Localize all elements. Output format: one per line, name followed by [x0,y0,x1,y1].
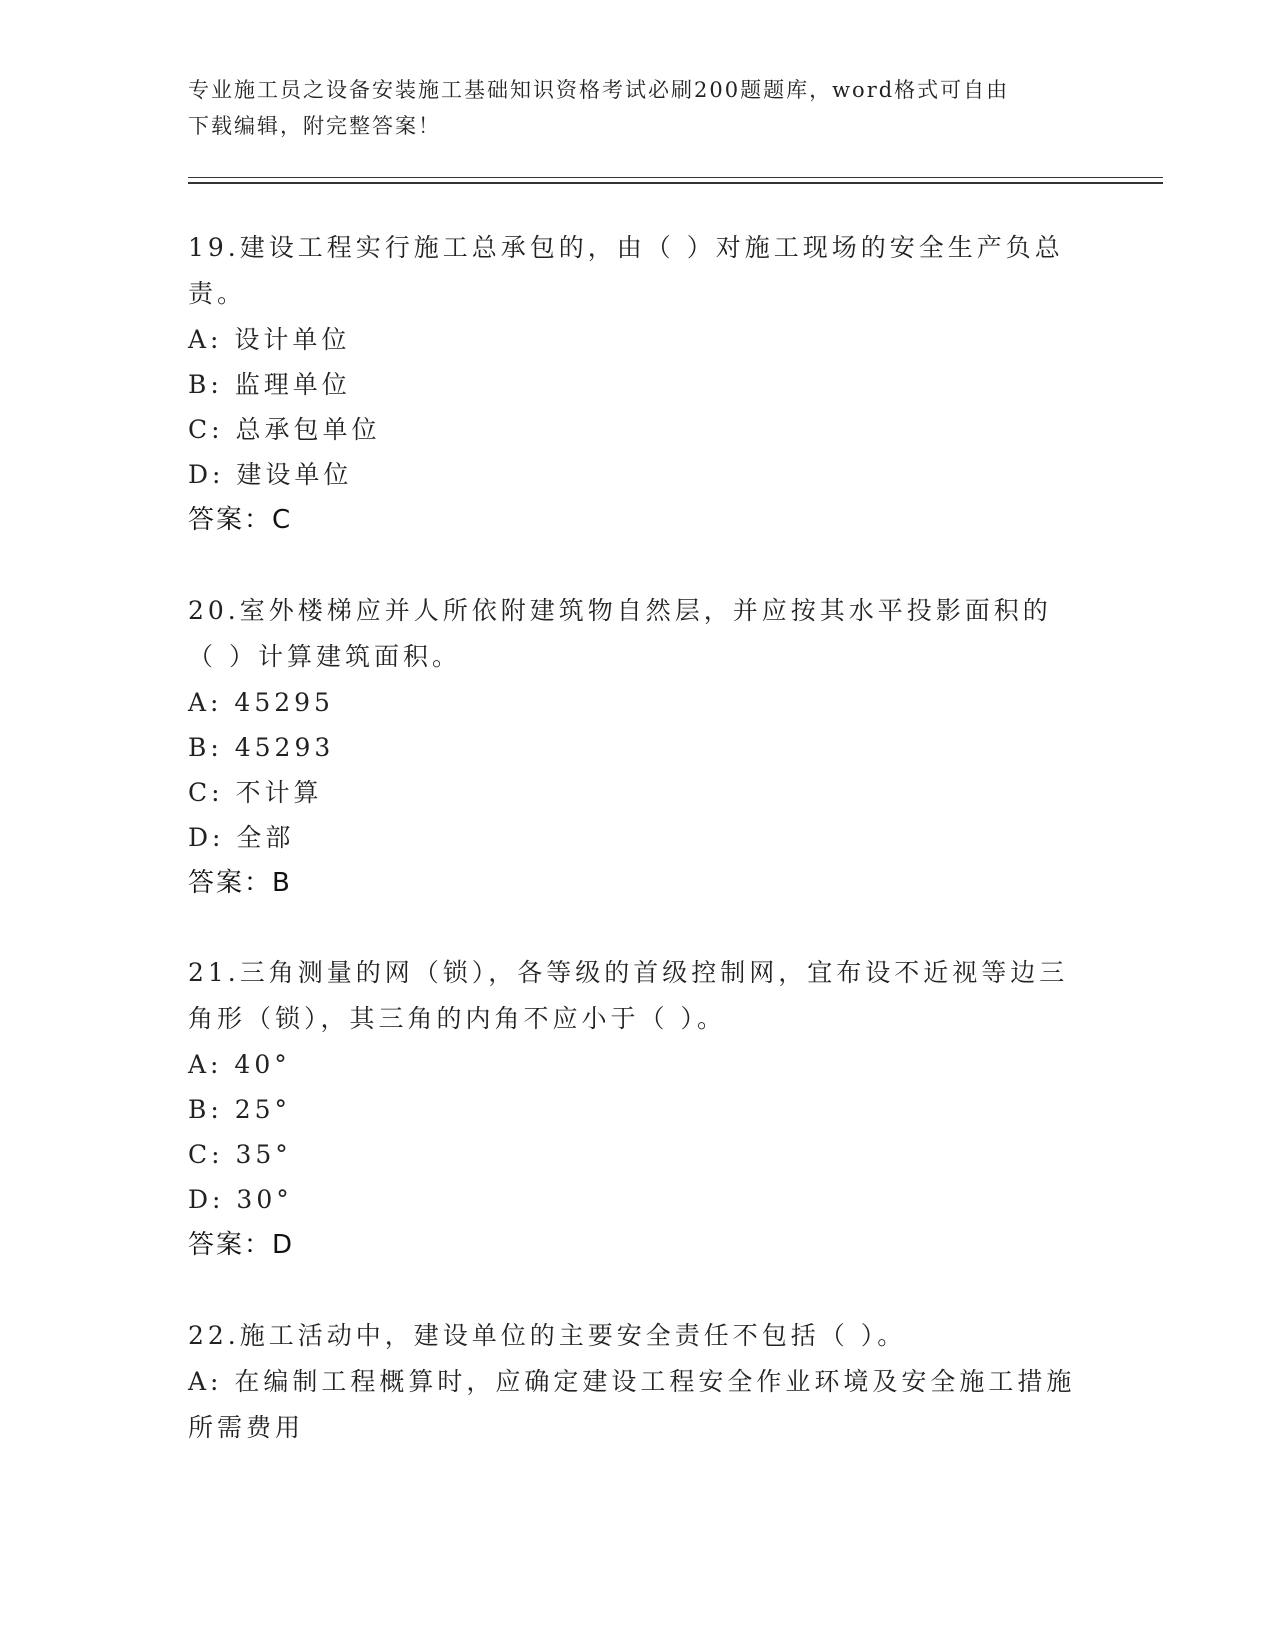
question-stem: 22.施工活动中，建设单位的主要安全责任不包括（ ）。 [188,1321,907,1350]
answer-label: 答案：B [188,868,292,898]
question-stem: 21.三角测量的网（锁），各等级的首级控制网，宜布设不近视等边三角形（锁），其三角的内角不应小于（ ）。 [188,958,1069,1033]
option-c: C: 不计算 [188,778,323,807]
option-b: B: 监理单位 [188,370,351,399]
header-line-2: 下载编辑，附完整答案！ [188,114,441,138]
question-22 [188,1313,1078,1451]
option-a: A: 45295 [188,688,334,717]
question-stem: 19.建设工程实行施工总承包的，由（ ）对施工现场的安全生产负总责。 [188,233,1064,308]
header-divider-thick [188,182,1163,184]
option-a: A: 设计单位 [188,325,351,354]
option-a: A: 在编制工程概算时，应确定建设工程安全作业环境及安全施工措施所需费用 [188,1367,1076,1442]
option-b: B: 25° [188,1095,292,1124]
header-line-1: 专业施工员之设备安装施工基础知识资格考试必刷200题题库，word格式可自由 [188,78,1010,102]
question-19 [188,225,1078,543]
option-d: D: 全部 [188,823,295,852]
option-a: A: 40° [188,1050,291,1079]
answer-label: 答案：D [188,1230,295,1260]
document-header [188,72,1088,144]
question-21 [188,950,1078,1268]
header-divider-thin [188,177,1163,178]
question-20 [188,588,1078,906]
option-d: D: 30° [188,1185,293,1214]
option-c: C: 总承包单位 [188,415,381,444]
option-c: C: 35° [188,1140,292,1169]
option-d: D: 建设单位 [188,460,353,489]
option-b: B: 45293 [188,733,335,762]
question-stem: 20.室外楼梯应并人所依附建筑物自然层，并应按其水平投影面积的（ ）计算建筑面积。 [188,596,1052,671]
answer-label: 答案：C [188,505,293,535]
